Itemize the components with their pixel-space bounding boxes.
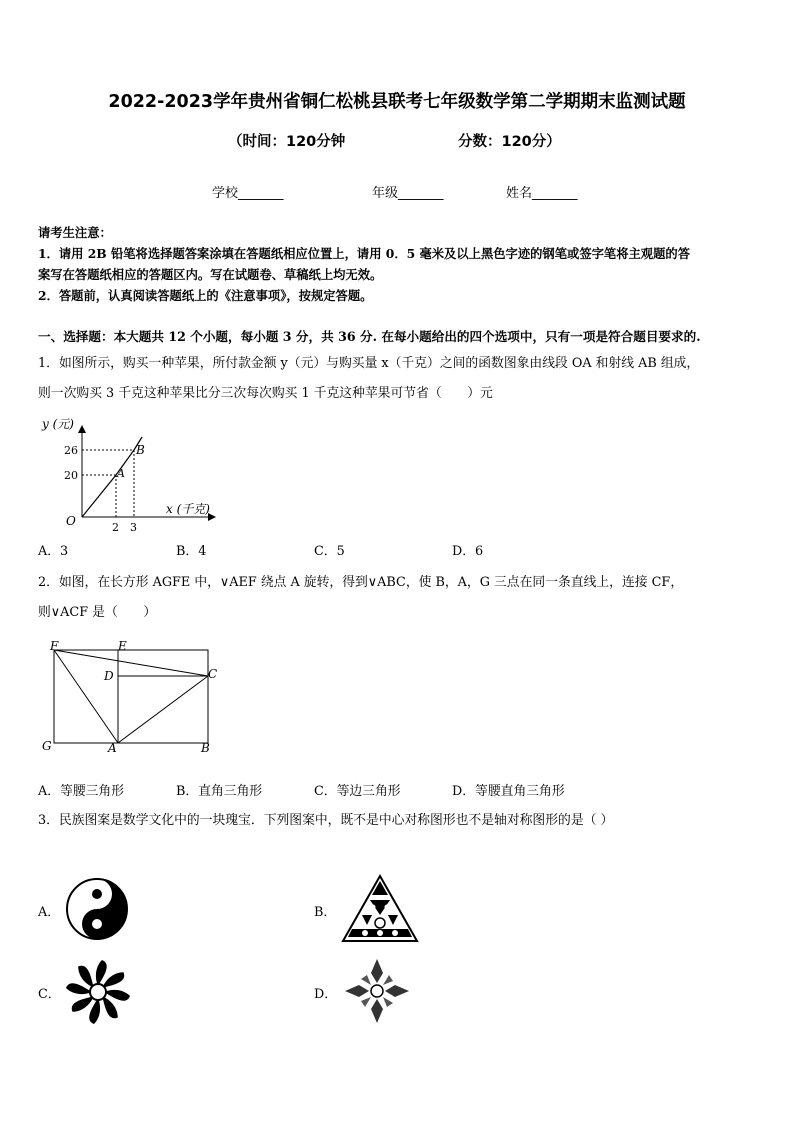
origin-label: O xyxy=(66,514,76,528)
question-2-line-1: 2．如图，在长方形 AGFE 中，∨AEF 绕点 A 旋转，得到∨ABC，使 B，A，G 三点在同一条直线上，连接 CF， xyxy=(38,575,684,590)
q3-option-c[interactable]: C． xyxy=(38,987,61,1002)
page-title: 2022-2023学年贵州省铜仁松桃县联考七年级数学第二学期期末监测试题 xyxy=(108,92,686,112)
q3-option-b[interactable]: B． xyxy=(314,905,337,920)
q1-option-b[interactable]: B．4 xyxy=(176,544,207,559)
question-1-line-2: 则一次购买 3 千克这种苹果比分三次每次购买 1 千克这种苹果可节省（ ）元 xyxy=(38,386,493,401)
q2-option-d[interactable]: D．等腰直角三角形 xyxy=(452,784,565,799)
question-2-line-2: 则∨ACF 是（ ） xyxy=(38,605,157,620)
y-axis-label: y (元) xyxy=(42,417,74,431)
notice-item-1: 1．请用 2B 铅笔将选择题答案涂填在答题纸相应位置上，请用 0．5 毫米及以上黑色字迹的钢笔或签字笔将主观题的答 xyxy=(38,246,690,261)
question-3-line-1: 3．民族图案是数学文化中的一块瑰宝．下列图案中，既不是中心对称图形也不是轴对称图形的是（ ） xyxy=(38,813,614,828)
y-tick-20: 20 xyxy=(64,469,78,482)
label-g: G xyxy=(42,739,52,753)
school-field: 学校_______ xyxy=(212,186,284,201)
notice-item-1b: 案写在答题纸相应的答题区内。写在试题卷、草稿纸上均无效。 xyxy=(38,267,383,282)
label-c: C xyxy=(208,667,218,681)
label-f: F xyxy=(50,639,59,653)
name-field: 姓名_______ xyxy=(506,186,578,201)
x-tick-2: 2 xyxy=(112,521,119,534)
q3-option-a[interactable]: A． xyxy=(38,905,61,920)
exam-score: 分数：120分） xyxy=(458,134,561,150)
yin-yang-pattern-icon xyxy=(64,876,130,942)
label-e: E xyxy=(118,639,127,653)
grade-field: 年级_______ xyxy=(372,186,444,201)
x-tick-3: 3 xyxy=(130,521,137,534)
point-b-label: B xyxy=(136,443,145,457)
q3-option-d[interactable]: D． xyxy=(314,987,338,1002)
triangle-pattern-icon xyxy=(340,873,420,945)
exam-time: （时间：120分钟 xyxy=(228,134,346,150)
q2-rectangle-figure xyxy=(36,636,236,758)
notice-item-2: 2．答题前，认真阅读答题纸上的《注意事项》，按规定答题。 xyxy=(38,288,373,303)
four-petal-ornament-pattern-icon xyxy=(340,956,414,1026)
q1-function-graph xyxy=(36,415,226,534)
label-a: A xyxy=(108,741,117,755)
pinwheel-flower-pattern-icon xyxy=(62,958,134,1026)
section-heading: 一、选择题：本大题共 12 个小题，每小题 3 分，共 36 分. 在每小题给出的四个选项中，只有一项是符合题目要求的. xyxy=(38,329,701,344)
label-b: B xyxy=(201,741,210,755)
q2-option-a[interactable]: A．等腰三角形 xyxy=(38,784,125,799)
notice-heading: 请考生注意： xyxy=(38,225,112,240)
x-axis-label: x (千克) xyxy=(166,502,210,516)
question-1-line-1: 1．如图所示，购买一种苹果，所付款金额 y（元）与购买量 x（千克）之间的函数图象由线段 OA 和射线 AB 组成， xyxy=(38,356,700,371)
q1-option-a[interactable]: A．3 xyxy=(38,544,69,559)
q1-option-d[interactable]: D．6 xyxy=(452,544,484,559)
point-a-label: A xyxy=(117,467,125,480)
label-d: D xyxy=(104,669,114,683)
q1-option-c[interactable]: C．5 xyxy=(314,544,345,559)
y-tick-26: 26 xyxy=(64,444,78,457)
notice-block xyxy=(38,222,758,306)
q2-option-b[interactable]: B．直角三角形 xyxy=(176,784,263,799)
q2-option-c[interactable]: C．等边三角形 xyxy=(314,784,401,799)
